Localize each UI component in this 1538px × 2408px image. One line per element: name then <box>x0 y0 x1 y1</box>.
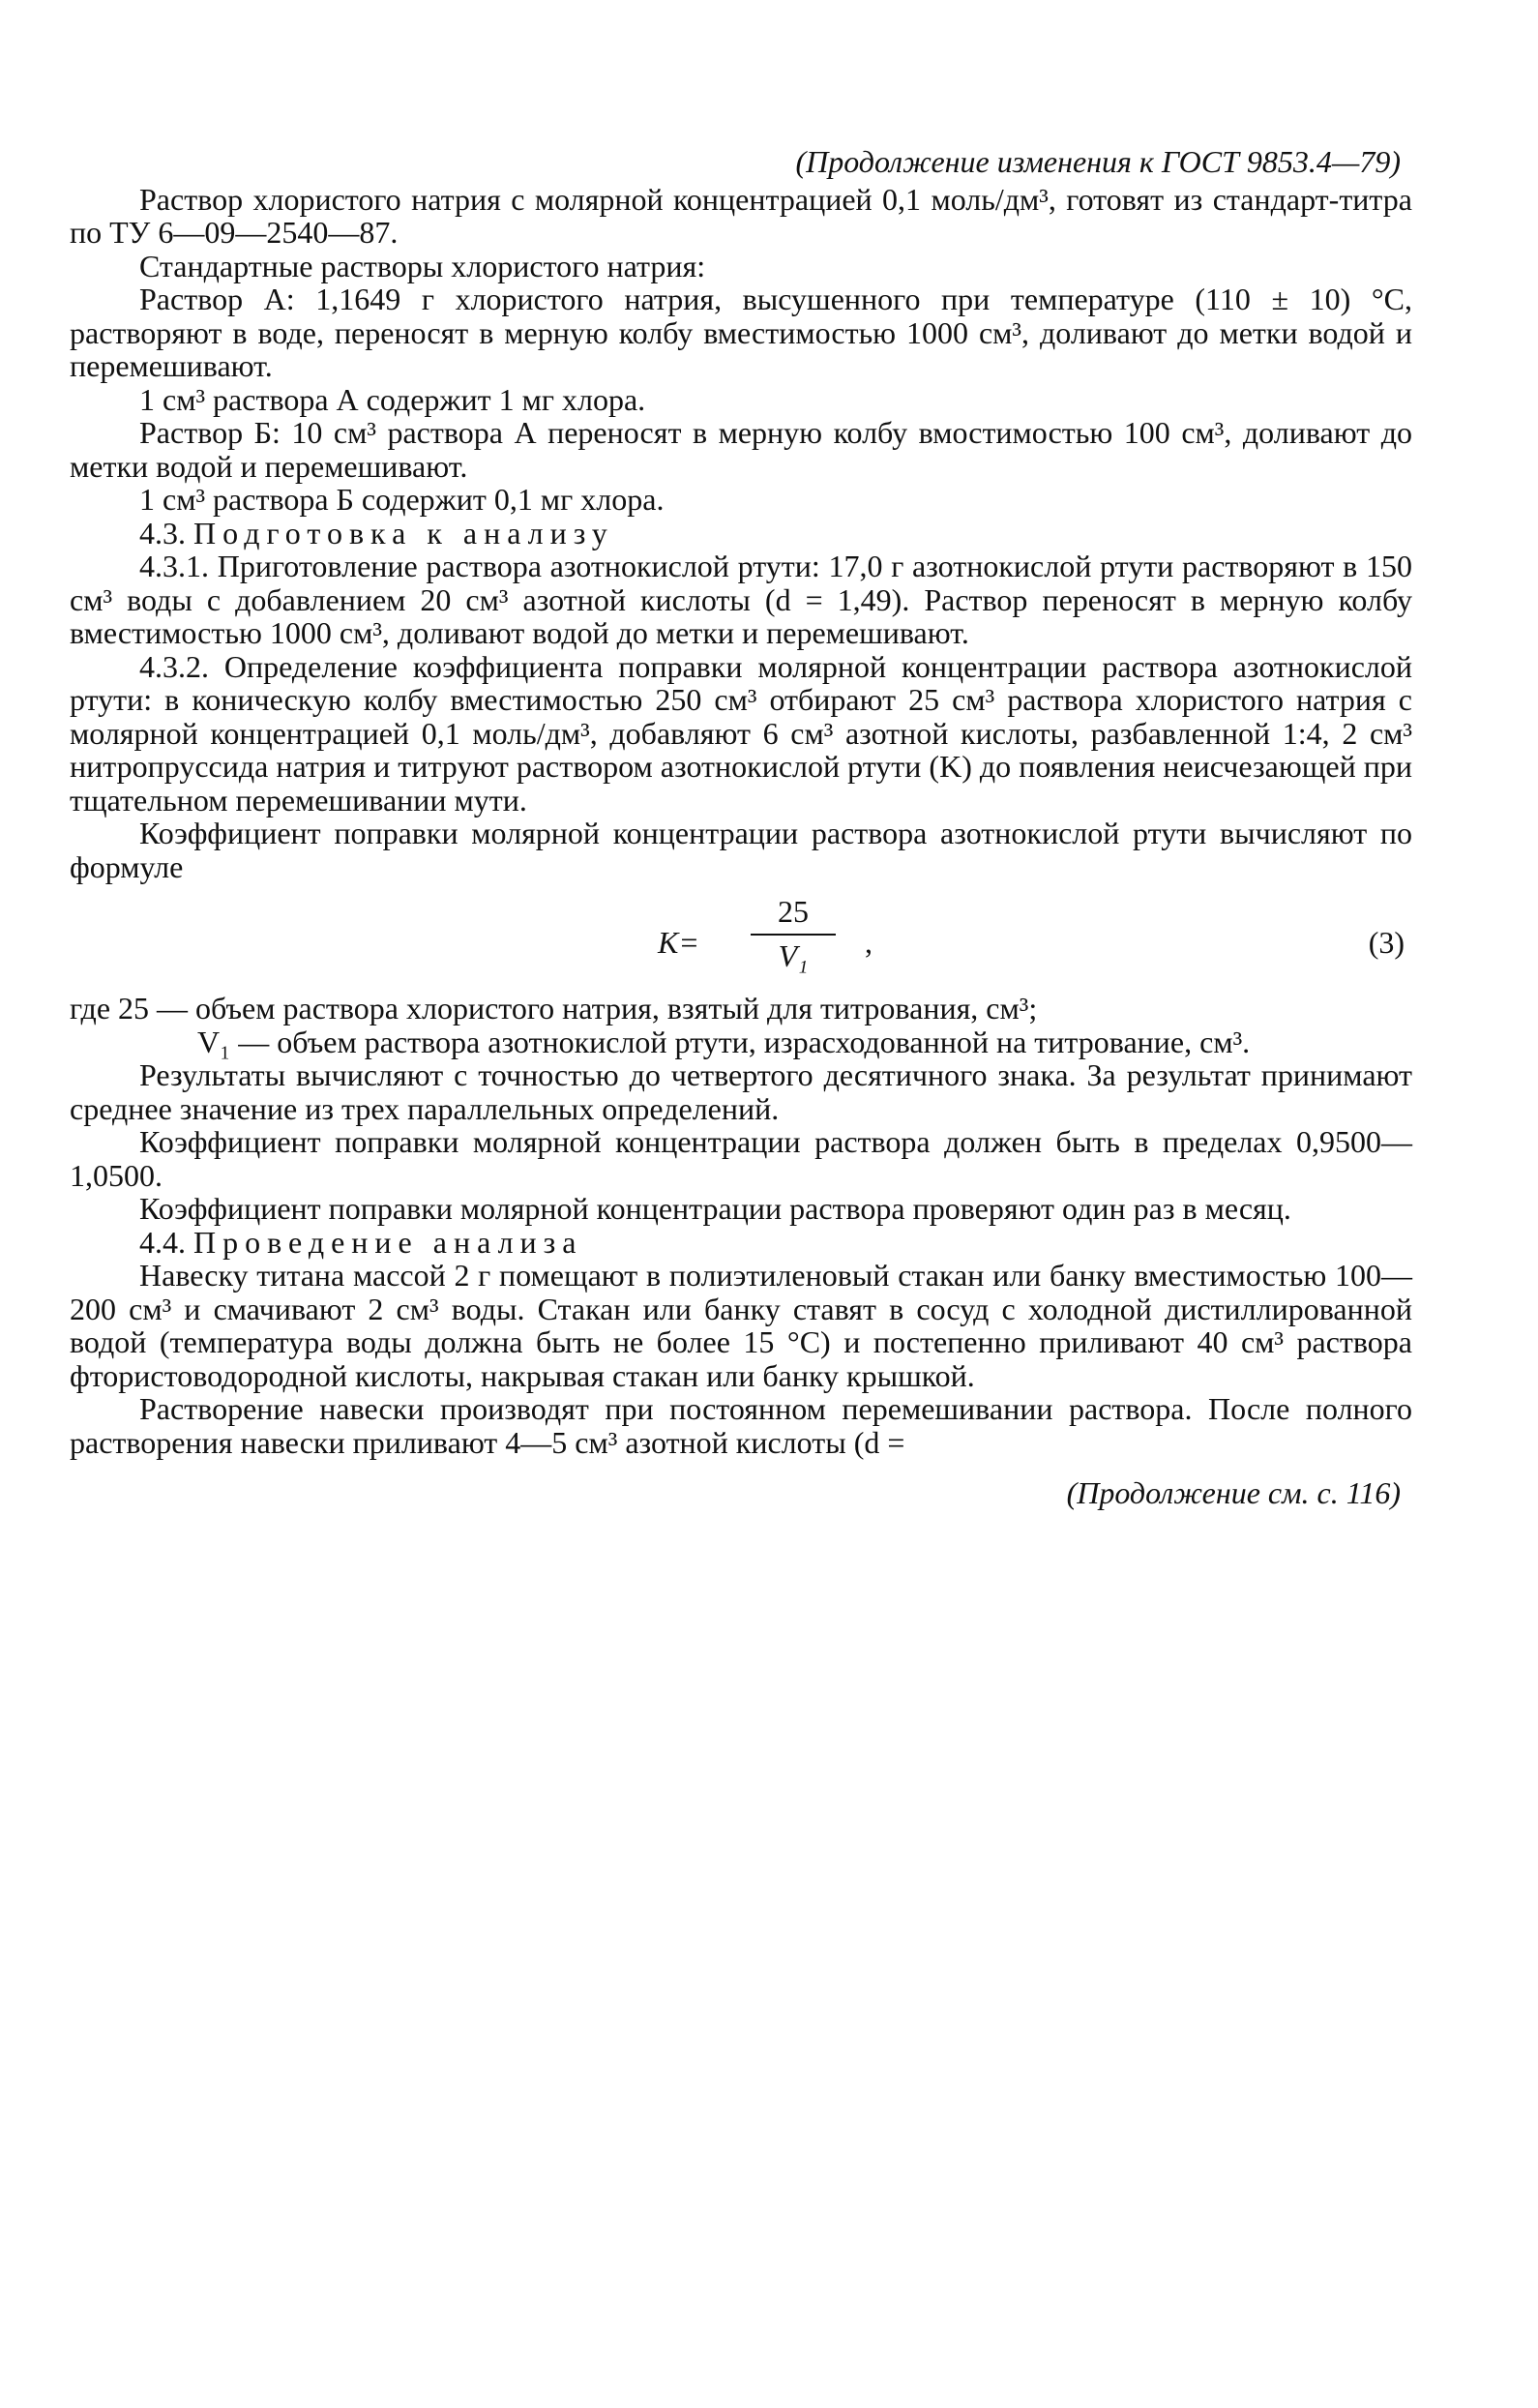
paragraph-nacl-solution: Раствор хлористого натрия с молярной концентрацией 0,1 моль/дм³, готовят из стандарт-титра по ТУ 6—09—2540—87. <box>70 181 1412 250</box>
formula-denominator: V₁ <box>778 938 809 973</box>
formula-lhs: K= <box>658 925 699 960</box>
continuation-footer: (Продолжение см. с. 116) <box>1066 1475 1401 1510</box>
paragraph-limits: Коэффициент поправки молярной концентрации раствора должен быть в пределах 0,9500—1,0500. <box>70 1124 1412 1193</box>
section-title: Проведение анализа <box>193 1224 583 1260</box>
paragraph-standard-solutions: Стандартные растворы хлористого натрия: <box>139 248 706 283</box>
paragraph-solution-b: Раствор Б: 10 см³ раствора А переносят в мерную колбу вмостимостью 100 см³, доливают до метки водой и перемешивают. <box>70 415 1412 484</box>
running-header: (Продолжение изменения к ГОСТ 9853.4—79) <box>795 144 1401 179</box>
formula-comma: , <box>865 925 873 960</box>
section-number: 4.3. <box>139 515 186 550</box>
paragraph-solution-b-content: 1 см³ раствора Б содержит 0,1 мг хлора. <box>139 482 665 517</box>
legend-line-v1: V₁ — объем раствора азотнокислой ртути, израсходованной на титрование, см³. <box>197 1024 1251 1059</box>
document-page <box>70 145 1412 1510</box>
section-number: 4.4. <box>139 1224 186 1260</box>
formula-fraction <box>747 895 840 973</box>
section-heading-4-3 <box>70 517 1412 550</box>
paragraph-4-3-2: 4.3.2. Определение коэффициента поправки молярной концентрации раствора азотнокислой ртути: в коническую колбу вместимостью 250 см³ отбирают 25 см³ раствора хлористого натрия с молярной концентрацией 0,1 моль/дм³, добавляют 6 см³ азотной кислоты, разбавленной 1:4, 2 см³ нитропруссида натрия и титруют раствором азотнокислой ртути (K) до появления неисчезающей при тщательном перемешивании мути. <box>70 648 1412 818</box>
legend-line-25: где 25 — объем раствора хлористого натрия, взятый для титрования, см³; <box>70 991 1038 1026</box>
fraction-bar <box>751 934 836 936</box>
paragraph-check: Коэффициент поправки молярной концентрации раствора проверяют один раз в месяц. <box>139 1191 1291 1226</box>
section-heading-4-4 <box>70 1226 1412 1260</box>
paragraph-solution-a-content: 1 см³ раствора А содержит 1 мг хлора. <box>139 381 646 417</box>
paragraph-results: Результаты вычисляют с точностью до четвертого десятичного знака. За результат принимают среднее значение из трех параллельных определений. <box>70 1057 1412 1126</box>
formula-numerator: 25 <box>778 894 809 929</box>
paragraph-4-3-1: 4.3.1. Приготовление раствора азотнокислой ртути: 17,0 г азотнокислой ртути растворяют в 150 см³ воды с добавлением 20 см³ азотной кислоты (d = 1,49). Раствор переносят в мерную колбу вместимостью 1000 см³, доливают водой до метки и перемешивают. <box>70 549 1412 650</box>
formula-3 <box>70 893 1412 986</box>
paragraph-dissolution: Растворение навески производят при постоянном перемешивании раствора. После полного растворения навески приливают 4—5 см³ азотной кислоты (d = <box>70 1391 1412 1460</box>
paragraph-sample: Навеску титана массой 2 г помещают в полиэтиленовый стакан или банку вместимостью 100—200 см³ и смачивают 2 см³ воды. Стакан или банку ставят в сосуд с холодной дистиллированной водой (температура воды должна быть не более 15 °С) и постепенно приливают 40 см³ раствора фтористоводородной кислоты, накрывая стакан или банку крышкой. <box>70 1258 1412 1393</box>
section-title: Подготовка к анализу <box>193 515 614 550</box>
formula-number: (3) <box>1368 925 1405 960</box>
paragraph-coefficient-formula-intro: Коэффициент поправки молярной концентрации раствора азотнокислой ртути вычисляют по формуле <box>70 816 1412 884</box>
paragraph-solution-a: Раствор А: 1,1649 г хлористого натрия, высушенного при температуре (110 ± 10) °С, растворяют в воде, переносят в мерную колбу вместимостью 1000 см³, доливают до метки водой и перемешивают. <box>70 282 1412 383</box>
